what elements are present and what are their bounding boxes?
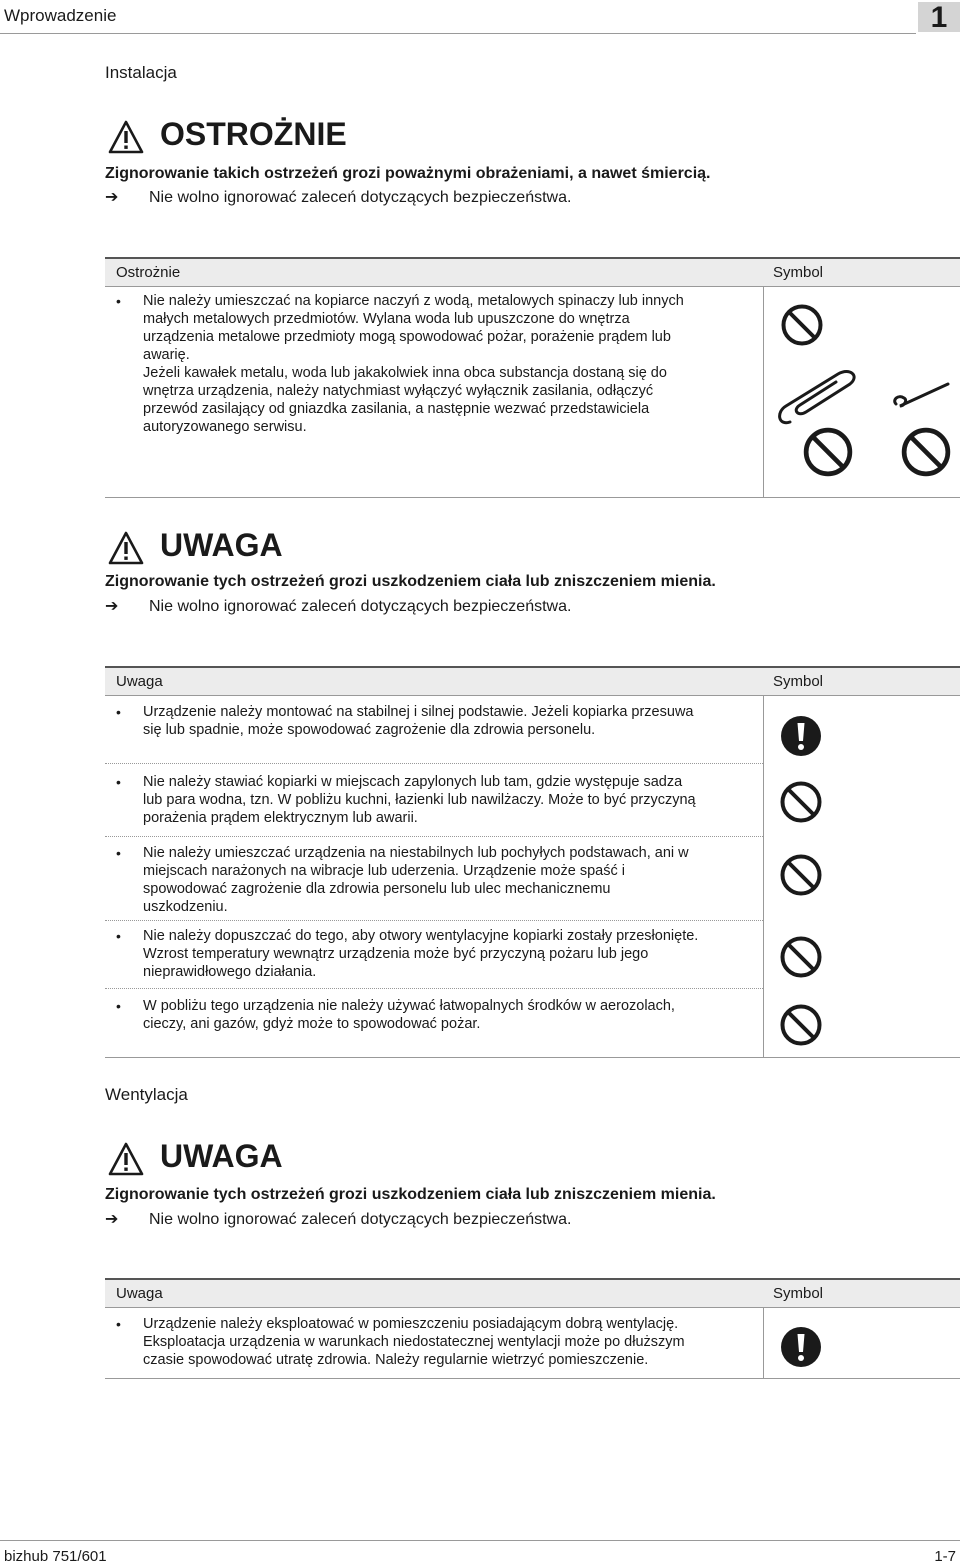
warning-triangle-icon xyxy=(108,531,144,565)
arrow-icon: ➔ xyxy=(105,1211,119,1228)
warning-title: UWAGA xyxy=(160,527,283,563)
table-header xyxy=(105,259,960,286)
running-header-title: Wprowadzenie xyxy=(4,6,117,25)
bullet: • xyxy=(116,774,121,790)
table-header-rule xyxy=(105,286,960,287)
warning-instruction xyxy=(105,596,571,616)
prohibited-icon xyxy=(779,1003,823,1047)
table-row: Nie należy umieszczać urządzenia na niestabilnych lub pochyłych podstawach, ani w miejscach narażonych na wibracje lub uderzenia. Urządzenie może spaść i spowodować zagrożenie dla zdrowia personelu lub ulec mechanicznemu uszkodzeniu. xyxy=(143,845,689,915)
section-heading-ventilation: Wentylacja xyxy=(105,1085,188,1104)
bullet: • xyxy=(116,293,121,309)
table-bottom-rule xyxy=(105,1378,960,1379)
arrow-icon: ➔ xyxy=(105,189,119,206)
warning-title: UWAGA xyxy=(160,1138,283,1174)
table-header-rule xyxy=(105,695,960,696)
paperclip-icon xyxy=(776,360,866,432)
warning-triangle-icon xyxy=(108,1142,144,1176)
warning-triangle-icon xyxy=(108,120,144,154)
bullet: • xyxy=(116,928,121,944)
warning-subtitle: Zignorowanie tych ostrzeżeń grozi uszkodzeniem ciała lub zniszczeniem mienia. xyxy=(105,573,716,590)
instruction-text: Nie wolno ignorować zaleceń dotyczących bezpieczeństwa. xyxy=(149,598,572,615)
prohibited-icon xyxy=(779,780,823,824)
table-header-rule xyxy=(105,1307,960,1308)
row-divider xyxy=(105,836,763,837)
column-header-symbol: Symbol xyxy=(773,1285,824,1302)
column-header-caution: Uwaga xyxy=(116,673,163,690)
prohibited-icon xyxy=(802,426,854,478)
column-header-symbol: Symbol xyxy=(773,264,824,281)
row-divider xyxy=(105,920,763,921)
arrow-icon: ➔ xyxy=(105,598,119,615)
column-divider xyxy=(763,1307,764,1378)
column-divider xyxy=(763,695,764,1057)
header-divider xyxy=(0,33,916,34)
table-header xyxy=(105,668,960,695)
table-row: W pobliżu tego urządzenia nie należy używać łatwopalnych środków w aerozolach, cieczy, ani gazów, gdyż może to spowodować pożar. xyxy=(143,998,675,1032)
table-row: Nie należy dopuszczać do tego, aby otwory wentylacyjne kopiarki zostały przesłonięte. Wzrost temperatury wewnątrz urządzenia może być przyczyną pożaru lub jego nieprawidłowego działania. xyxy=(143,928,699,980)
table-bottom-rule xyxy=(105,1057,960,1058)
column-header-symbol: Symbol xyxy=(773,673,824,690)
table-row: Nie należy stawiać kopiarki w miejscach zapylonych lub tam, gdzie występuje sadza lub para wodna, tzn. W pobliżu kuchni, łazienki lub nawilżaczy. Może to być przyczyną porażenia prądem elektrycznym lub awarii. xyxy=(143,774,696,826)
footer-model: bizhub 751/601 xyxy=(4,1548,107,1565)
column-divider xyxy=(763,286,764,497)
warning-subtitle: Zignorowanie tych ostrzeżeń grozi uszkodzeniem ciała lub zniszczeniem mienia. xyxy=(105,1186,716,1203)
mandatory-action-icon xyxy=(779,714,823,758)
section-heading-installation: Instalacja xyxy=(105,63,177,82)
prohibited-icon xyxy=(779,935,823,979)
warning-subtitle: Zignorowanie takich ostrzeżeń grozi poważnymi obrażeniami, a nawet śmiercią. xyxy=(105,165,711,182)
warning-instruction xyxy=(105,187,571,207)
column-header-caution: Ostrożnie xyxy=(116,264,181,281)
table-row: Urządzenie należy eksploatować w pomieszczeniu posiadającym dobrą wentylację. Eksploatacja urządzenia w warunkach niedostatecznej wentylacji może po dłuższym czasie spowodować utratę zdrowia. Należy regularnie wietrzyć pomieszczenie. xyxy=(143,1316,685,1368)
mandatory-action-icon xyxy=(779,1325,823,1369)
bullet: • xyxy=(116,1316,121,1332)
bullet: • xyxy=(116,704,121,720)
prohibited-icon xyxy=(900,426,952,478)
footer-page-number: 1-7 xyxy=(934,1548,956,1565)
prohibited-icon xyxy=(779,853,823,897)
table-header xyxy=(105,1280,960,1307)
column-header-caution: Uwaga xyxy=(116,1285,163,1302)
table-row: Nie należy umieszczać na kopiarce naczyń z wodą, metalowych spinaczy lub innych małych metalowych przedmiotów. Wylana woda lub upuszczone do wnętrza urządzenia metalowe przedmioty mogą spowodować pożar, porażenie prądem lub awarię. Jeżeli kawałek metalu, woda lub jakakolwiek inna obca substancja dostaną się do wnętrza urządzenia, należy natychmiast wyłączyć wyłącznik zasilania, odłączyć przewód zasilający od gniazdka zasilania, a następnie wezwać przedstawiciela autoryzowanego serwisu. xyxy=(143,293,684,435)
bullet: • xyxy=(116,845,121,861)
pin-icon xyxy=(892,380,952,410)
prohibited-icon xyxy=(780,303,824,347)
chapter-number: 1 xyxy=(930,1,948,34)
warning-title: OSTROŻNIE xyxy=(160,116,347,152)
table-row: Urządzenie należy montować na stabilnej i silnej podstawie. Jeżeli kopiarka przesuwa się lub spadnie, może spowodować zagrożenie dla zdrowia personelu. xyxy=(143,704,694,738)
row-divider xyxy=(105,988,763,989)
bullet: • xyxy=(116,998,121,1014)
instruction-text: Nie wolno ignorować zaleceń dotyczących bezpieczeństwa. xyxy=(149,1211,572,1228)
instruction-text: Nie wolno ignorować zaleceń dotyczących bezpieczeństwa. xyxy=(149,189,572,206)
footer-divider xyxy=(0,1540,960,1541)
warning-instruction xyxy=(105,1209,571,1229)
row-divider xyxy=(105,763,763,764)
table-bottom-rule xyxy=(105,497,960,498)
